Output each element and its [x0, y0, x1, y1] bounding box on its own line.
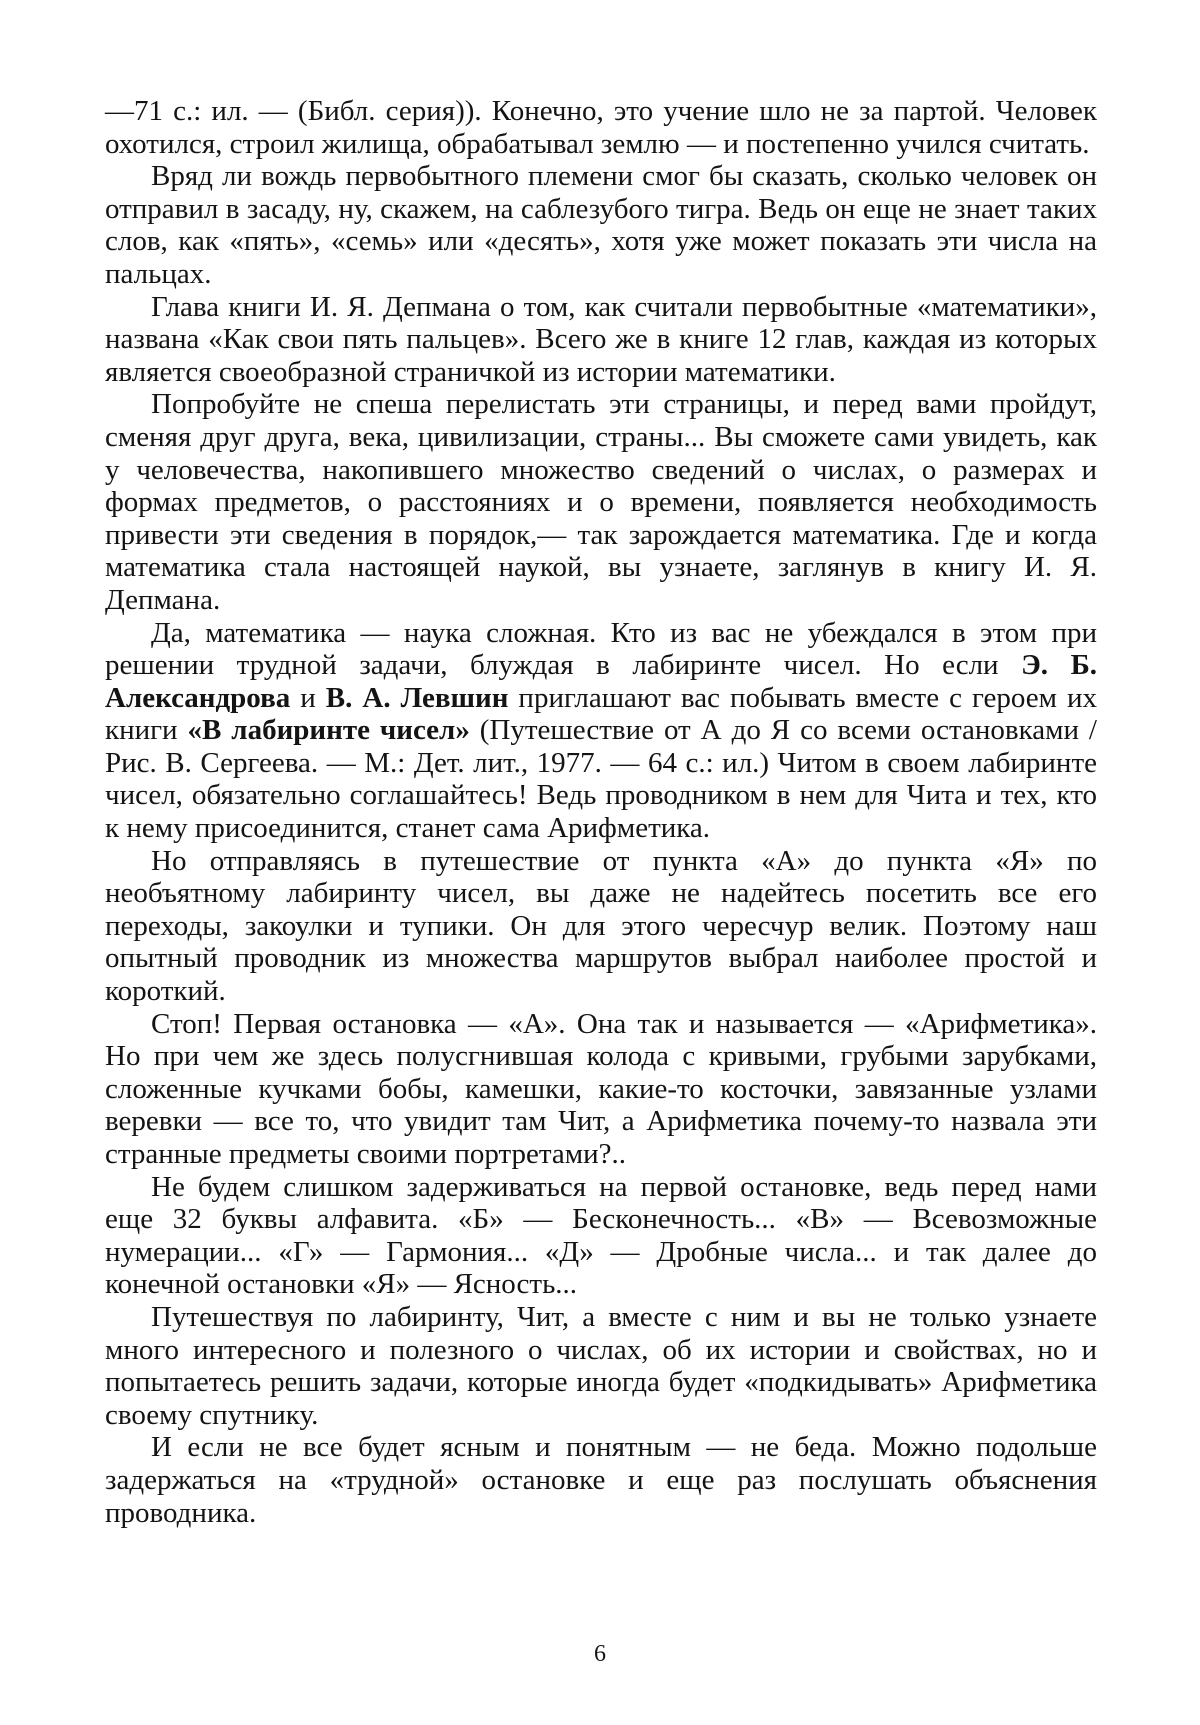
paragraph: Путешествуя по лабиринту, Чит, а вместе с ним и вы не только узнаете много интересного и полезного о числах, об их истории и свойствах, но и попытаетесь решить задачи, которые иногда будет «подкидывать» Арифметика своему спутнику.: [105, 1300, 1097, 1431]
paragraph: Не будем слишком задерживаться на первой остановке, ведь перед нами еще 32 буквы алфавита. «Б» — Бесконечность... «В» — Всевозможные нумерации... «Г» — Гармония... «Д» — Дробные числа... и так далее до конечной остановки «Я» — Ясность...: [105, 1170, 1097, 1301]
paragraph: Стоп! Первая остановка — «А». Она так и называется — «Арифметика». Но при чем же здесь полусгнившая колода с кривыми, грубыми зарубками, сложенные кучками бобы, камешки, какие-то косточки, завязанные узлами веревки — все то, что увидит там Чит, а Арифметика почему-то назвала эти странные предметы своими портретами?..: [105, 1007, 1097, 1170]
page-number: 6: [594, 1641, 606, 1667]
author-name: В. А. Левшин: [325, 681, 509, 714]
paragraph: Попробуйте не спеша перелистать эти страницы, и перед вами пройдут, сменяя друг друга, века, цивилизации, страны... Вы сможете сами увидеть, как у человечества, накопившего множество сведений о числах, о размерах и формах предметов, о расстояниях и о времени, появляется необходимость привести эти сведения в порядок,— так зарождается математика. Где и когда математика стала настоящей наукой, вы узнаете, заглянув в книгу И. Я. Депмана.: [105, 388, 1097, 616]
paragraph: Но отправляясь в путешествие от пункта «А» до пункта «Я» по необъятному лабиринту чисел, вы даже не надейтесь посетить все его переходы, закоулки и тупики. Он для этого чересчур велик. Поэтому наш опытный проводник из множества маршрутов выбрал наиболее простой и короткий.: [105, 844, 1097, 1008]
paragraph: Глава книги И. Я. Депмана о том, как считали первобытные «математики», названа «Как свои пять пальцев». Всего же в книге 12 глав, каждая из которых является своеобразной страничкой из истории математики.: [105, 290, 1097, 388]
page-body: [105, 95, 1097, 1529]
book-title: «В лабиринте чисел»: [187, 714, 470, 747]
paragraph: И если не все будет ясным и понятным — не беда. Можно подольше задержаться на «трудной» остановке и еще раз послушать объяснения проводника.: [105, 1431, 1097, 1529]
paragraph: —71 с.: ил. — (Библ. серия)). Конечно, это учение шло не за партой. Человек охотился, строил жилища, обрабатывал землю — и постепенно учился считать.: [105, 95, 1097, 160]
paragraph: Вряд ли вождь первобытного племени смог бы сказать, сколько человек он отправил в засаду, ну, скажем, на саблезубого тигра. Ведь он еще не знает таких слов, как «пять», «семь» или «десять», хотя уже может показать эти числа на пальцах.: [105, 160, 1097, 290]
paragraph: Да, математика — наука сложная. Кто из вас не убеждался в этом при решении трудной задачи, блуждая в лабиринте чисел. Но если Э. Б. Александрова и В. А. Левшин приглашают вас побывать вместе с героем их книги «В лабиринте чисел» (Путешествие от А до Я со всеми остановками / Рис. В. Сергеева. — М.: Дет. лит., 1977. — 64 с.: ил.) Читом в своем лабиринте чисел, обязательно соглашайтесь! Ведь проводником в нем для Чита и тех, кто к нему присоединится, станет сама Арифметика.: [105, 616, 1098, 845]
author-name: Э. Б. Александрова: [105, 649, 1098, 714]
